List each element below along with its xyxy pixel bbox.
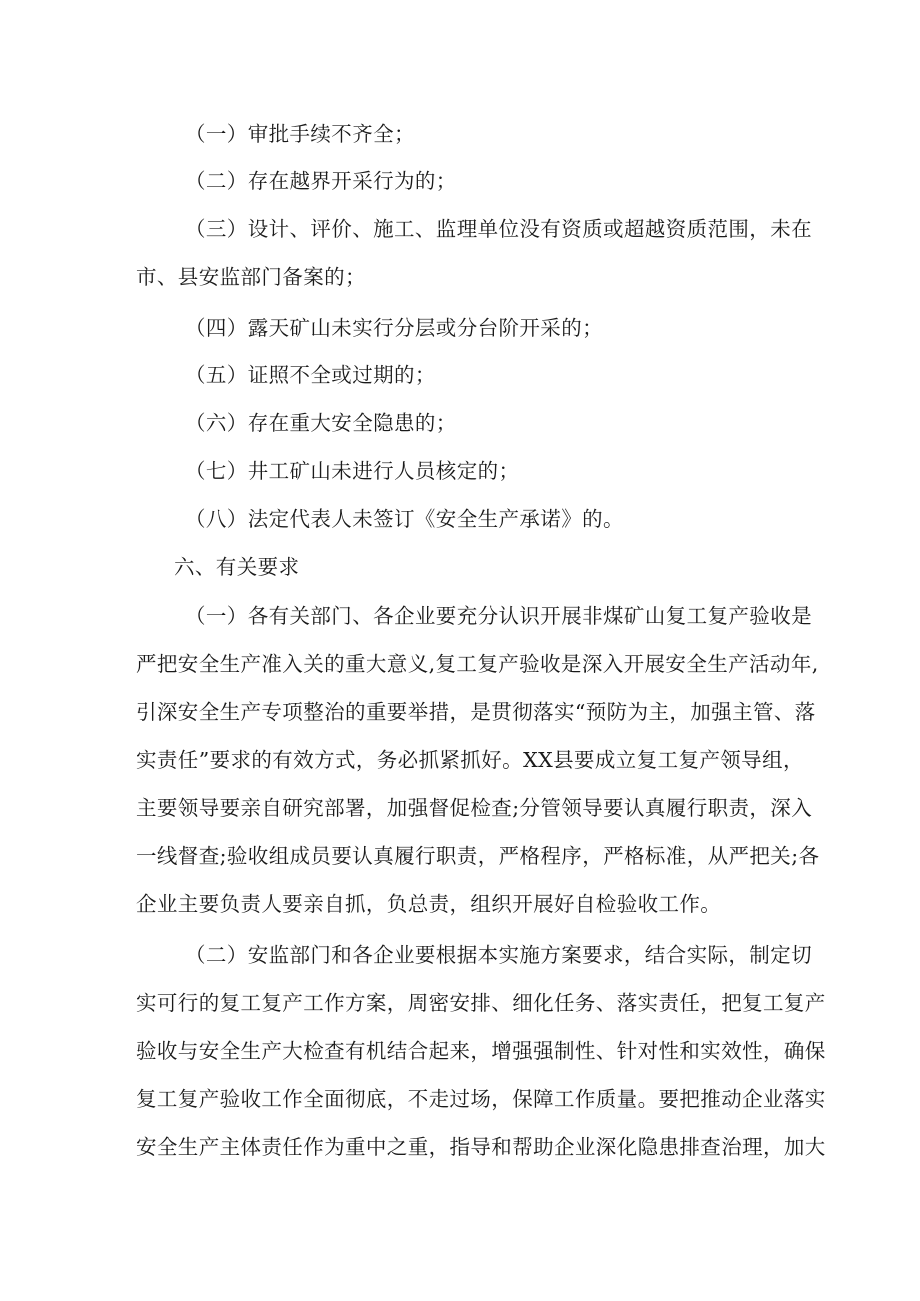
text-line: （五）证照不全或过期的； <box>185 363 436 387</box>
text-line: 市、县安监部门备案的； <box>136 265 366 289</box>
text-line: 实责任”要求的有效方式，务必抓紧抓好。XX县要成立复工复产领导组， <box>136 748 804 772</box>
text-line: 一线督查;验收组成员要认真履行职责，严格程序，严格标准，从严把关;各 <box>136 844 820 868</box>
text-line: 复工复产验收工作全面彻底，不走过场，保障工作质量。要把推动企业落实 <box>136 1087 826 1111</box>
text-line: 严把安全生产准入关的重大意义,复工复产验收是深入开展安全生产活动年, <box>136 652 819 676</box>
text-line: （八）法定代表人未签订《安全生产承诺》的。 <box>185 507 624 531</box>
text-line: 企业主要负责人要亲自抓，负总责，组织开展好自检验收工作。 <box>136 892 722 916</box>
text-line: （二）安监部门和各企业要根据本实施方案要求，结合实际，制定切 <box>185 943 812 967</box>
text-line: （七）井工矿山未进行人员核定的； <box>185 459 520 483</box>
text-line: （三）设计、评价、施工、监理单位没有资质或超越资质范围，未在 <box>185 217 812 241</box>
section-heading: 六、有关要求 <box>174 555 300 579</box>
text-line: 引深安全生产专项整治的重要举措，是贯彻落实“预防为主，加强主管、落 <box>136 700 816 724</box>
text-line: （一）各有关部门、各企业要充分认识开展非煤矿山复工复产验收是 <box>185 604 812 628</box>
text-line: 实可行的复工复产工作方案，周密安排、细化任务、落实责任，把复工复产 <box>136 991 826 1015</box>
text-line: 验收与安全生产大检查有机结合起来，增强强制性、针对性和实效性，确保 <box>136 1039 826 1063</box>
text-line: （二）存在越界开采行为的； <box>185 169 457 193</box>
text-line: 主要领导要亲自研究部署，加强督促检查;分管领导要认真履行职责，深入 <box>136 796 813 820</box>
text-line: （六）存在重大安全隐患的； <box>185 411 457 435</box>
text-line: （四）露天矿山未实行分层或分台阶开采的； <box>185 316 603 340</box>
text-line: 安全生产主体责任作为重中之重，指导和帮助企业深化隐患排查治理，加大 <box>136 1135 826 1159</box>
text-line: （一）审批手续不齐全； <box>185 122 415 146</box>
